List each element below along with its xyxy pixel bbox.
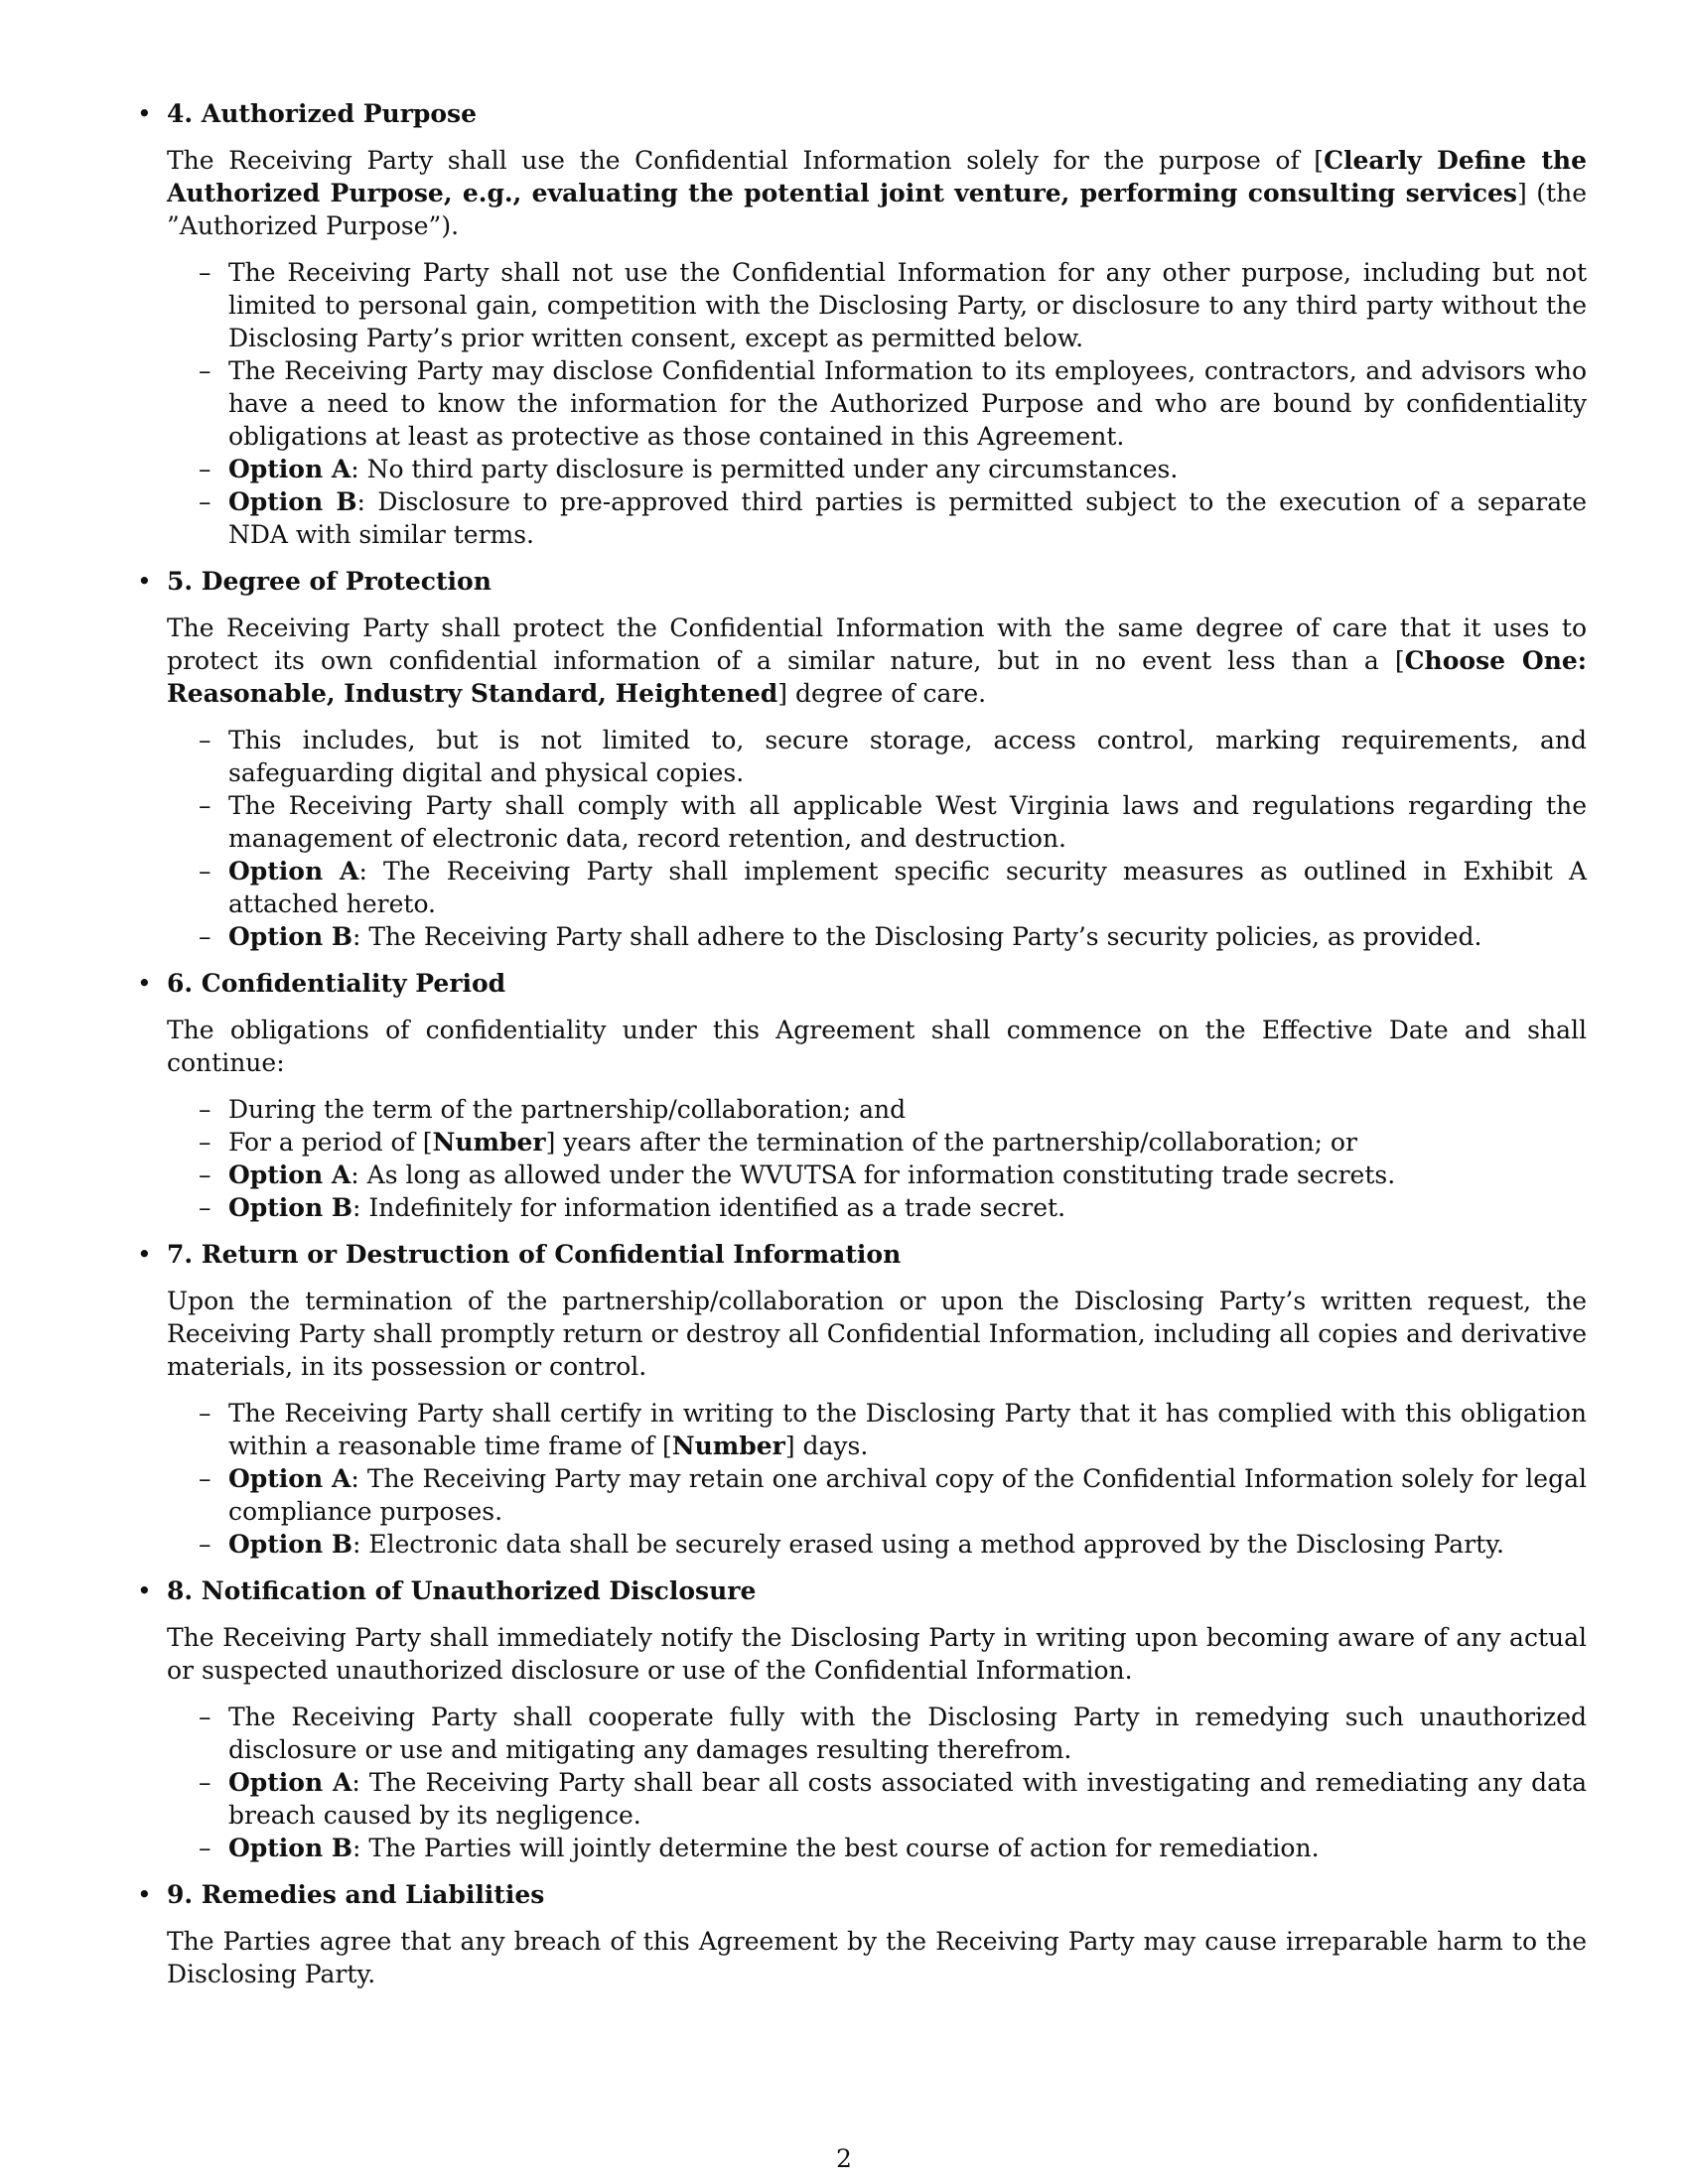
text-run: : Electronic data shall be securely erased using a method approved by the Disclosing Party. (352, 1530, 1504, 1559)
text-run: : Indefinitely for information identified as a trade secret. (352, 1193, 1066, 1222)
bullet-icon: • (137, 969, 152, 998)
list-item (199, 1701, 1587, 1766)
bold-text: Option B (228, 1530, 352, 1559)
dash-icon: – (199, 455, 211, 483)
text-run: : As long as allowed under the WVUTSA for information constituting trade secrets. (351, 1160, 1396, 1189)
section-paragraph (167, 1014, 1587, 1079)
bullet-icon: • (137, 567, 152, 596)
dash-icon: – (199, 356, 211, 385)
bold-text: Choose One: Reasonable, Industry Standard, Heightened (167, 646, 1588, 708)
dash-icon: – (199, 1193, 211, 1222)
section-paragraph (167, 1285, 1587, 1383)
section (137, 97, 1587, 551)
list-item (199, 1191, 1587, 1224)
text-run: The Receiving Party shall not use the Confidential Information for any other purpose, including but not limited to personal gain, competition with the Disclosing Party, or disclosure to any third party without the Disclosing Party’s prior written consent, except as permitted below. (228, 258, 1587, 352)
section-title: 4. Authorized Purpose (167, 99, 478, 128)
bold-text: Option A (228, 1768, 352, 1797)
list-item (199, 1093, 1587, 1126)
dash-icon: – (199, 1703, 211, 1731)
text-run: The Receiving Party shall comply with all applicable West Virginia laws and regulations regarding the management of electronic data, record retention, and destruction. (228, 791, 1587, 853)
dash-icon: – (199, 1128, 211, 1157)
list-item (199, 855, 1587, 920)
text-run: ] years after the termination of the partnership/collaboration; or (545, 1128, 1357, 1157)
section-paragraph (167, 612, 1587, 710)
sub-list (167, 1397, 1587, 1561)
bold-text: Option B (228, 922, 352, 951)
sub-list (167, 724, 1587, 953)
bullet-icon: • (137, 1880, 152, 1909)
section-title: 9. Remedies and Liabilities (167, 1880, 545, 1909)
list-item (199, 1397, 1587, 1462)
text-run: : The Parties will jointly determine the best course of action for remediation. (352, 1834, 1320, 1862)
text-run: ] degree of care. (777, 679, 987, 708)
sub-list (167, 1701, 1587, 1864)
text-run: The Parties agree that any breach of this Agreement by the Receiving Party may cause irreparable harm to the Disclosing Party. (167, 1927, 1587, 1988)
text-run: This includes, but is not limited to, secure storage, access control, marking requirements, and safeguarding digital and physical copies. (228, 726, 1587, 787)
dash-icon: – (199, 1095, 211, 1124)
dash-icon: – (199, 1768, 211, 1797)
text-run: ] (the ”Authorized Purpose”). (167, 179, 1587, 240)
text-run: : The Receiving Party shall adhere to the Disclosing Party’s security policies, as provided. (352, 922, 1482, 951)
text-run: The Receiving Party may disclose Confidential Information to its employees, contractors, and advisors who have a need to know the information for the Authorized Purpose and who are bound by confidentiality obligations at least as protective as those contained in this Agreement. (228, 356, 1587, 451)
section (137, 967, 1587, 1224)
bold-text: Number (671, 1432, 785, 1460)
text-run: The obligations of confidentiality under this Agreement shall commence on the Effective Date and shall continue: (167, 1016, 1587, 1077)
list-item (199, 1528, 1587, 1561)
text-run: : The Receiving Party shall implement specific security measures as outlined in Exhibit A attached hereto. (228, 857, 1587, 918)
dash-icon: – (199, 258, 211, 287)
list-item (199, 1766, 1587, 1832)
page-number: 2 (836, 2144, 852, 2173)
list-item (199, 1832, 1587, 1864)
dash-icon: – (199, 487, 211, 516)
dash-icon: – (199, 1399, 211, 1428)
text-run: : Disclosure to pre-approved third parties is permitted subject to the execution of a separate NDA with similar terms. (228, 487, 1587, 549)
section (137, 1878, 1587, 1990)
bullet-icon: • (137, 1576, 152, 1605)
dash-icon: – (199, 1464, 211, 1493)
section-title: 8. Notification of Unauthorized Disclosure (167, 1576, 757, 1605)
list-item (199, 453, 1587, 485)
bold-text: Option B (228, 487, 357, 516)
text-run: The Receiving Party shall use the Confidential Information solely for the purpose of [ (167, 146, 1325, 175)
text-run: : The Receiving Party may retain one archival copy of the Confidential Information solely for legal compliance purposes. (228, 1464, 1587, 1526)
dash-icon: – (199, 791, 211, 820)
text-run: Upon the termination of the partnership/collaboration or upon the Disclosing Party’s written request, the Receiving Party shall promptly return or destroy all Confidential Information, including all copies and derivative materials, in its possession or control. (167, 1287, 1587, 1381)
list-item (199, 1462, 1587, 1528)
text-run: ] days. (784, 1432, 869, 1460)
section-title: 6. Confidentiality Period (167, 969, 506, 998)
list-item (199, 1159, 1587, 1191)
dash-icon: – (199, 857, 211, 886)
bullet-icon: • (137, 1240, 152, 1269)
text-run: The Receiving Party shall protect the Confidential Information with the same degree of care that it uses to protect its own confidential information of a similar nature, but in no event less than a [ (167, 614, 1587, 675)
list-item (199, 485, 1587, 551)
section (137, 1574, 1587, 1864)
dash-icon: – (199, 922, 211, 951)
text-run: : The Receiving Party shall bear all costs associated with investigating and remediating any data breach caused by its negligence. (228, 1768, 1587, 1830)
list-item (199, 789, 1587, 855)
text-run: During the term of the partnership/collaboration; and (228, 1095, 907, 1124)
list-item (199, 724, 1587, 789)
list-item (199, 920, 1587, 953)
list-item (199, 354, 1587, 453)
bold-text: Number (432, 1128, 546, 1157)
list-item (199, 256, 1587, 354)
bold-text: Option A (228, 857, 359, 886)
text-run: The Receiving Party shall immediately notify the Disclosing Party in writing upon becoming aware of any actual or suspected unauthorized disclosure or use of the Confidential Information. (167, 1623, 1587, 1685)
text-run: The Receiving Party shall cooperate fully with the Disclosing Party in remedying such unauthorized disclosure or use and mitigating any damages resulting therefrom. (228, 1703, 1587, 1764)
section (137, 1238, 1587, 1561)
text-run: The Receiving Party shall certify in writing to the Disclosing Party that it has complied with this obligation within a reasonable time frame of [ (228, 1399, 1587, 1460)
section-paragraph (167, 1621, 1587, 1687)
bold-text: Option A (228, 1464, 352, 1493)
section-title: 5. Degree of Protection (167, 567, 492, 596)
dash-icon: – (199, 726, 211, 754)
list-item (199, 1126, 1587, 1159)
bold-text: Option A (228, 455, 352, 483)
section-paragraph (167, 144, 1587, 242)
dash-icon: – (199, 1160, 211, 1189)
document-body (137, 97, 1587, 2004)
sub-list (167, 1093, 1587, 1224)
bullet-icon: • (137, 99, 152, 128)
dash-icon: – (199, 1530, 211, 1559)
bold-text: Clearly Define the Authorized Purpose, e.g., evaluating the potential joint venture, performing consulting services (167, 146, 1587, 207)
sub-list (167, 256, 1587, 551)
bold-text: Option B (228, 1193, 352, 1222)
text-run: : No third party disclosure is permitted under any circumstances. (351, 455, 1179, 483)
section-title: 7. Return or Destruction of Confidential Information (167, 1240, 902, 1269)
section-paragraph (167, 1925, 1587, 1990)
bold-text: Option A (228, 1160, 352, 1189)
text-run: For a period of [ (228, 1128, 433, 1157)
dash-icon: – (199, 1834, 211, 1862)
section (137, 565, 1587, 953)
bold-text: Option B (228, 1834, 352, 1862)
